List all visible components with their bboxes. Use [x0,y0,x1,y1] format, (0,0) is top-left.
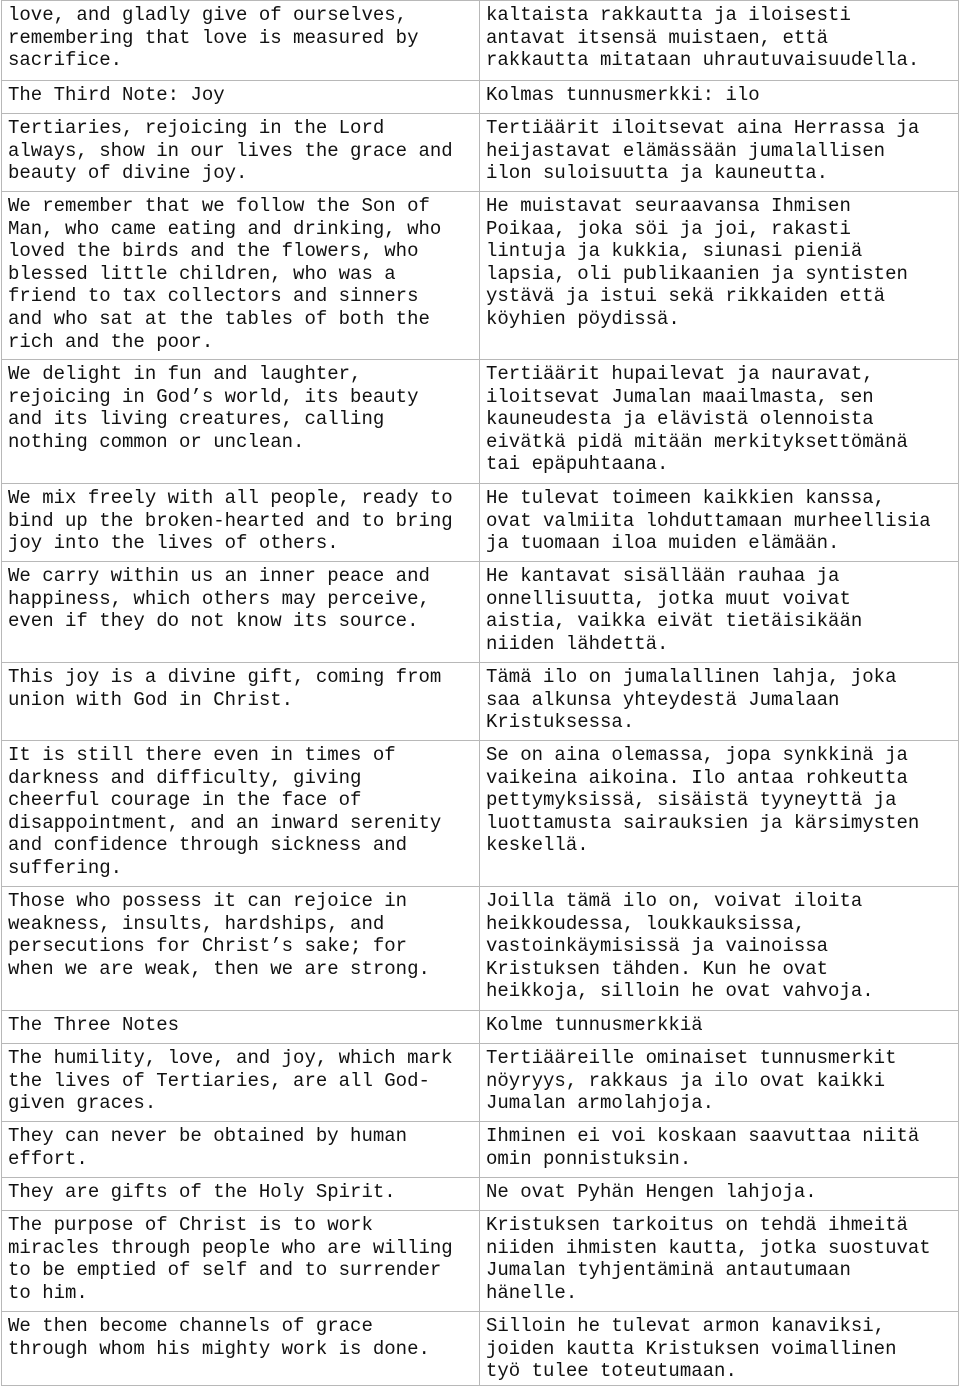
finnish-cell: Se on aina olemassa, jopa synkkinä ja vaikeina aikoina. Ilo antaa rohkeutta pettymyksissä, sisäistä tyyneyttä ja luottamusta sairauksien ja kärsimysten keskellä. [480,741,959,887]
english-cell: We delight in fun and laughter, rejoicing in God’s world, its beauty and its living creatures, calling nothing common or unclean. [2,360,480,484]
table-row [2,360,959,484]
table-row [2,484,959,562]
table-row [2,887,959,1011]
english-cell: The purpose of Christ is to work miracles through people who are willing to be emptied of self and to surrender to him. [2,1211,480,1312]
english-cell: We remember that we follow the Son of Man, who came eating and drinking, who loved the birds and the flowers, who blessed little children, who was a friend to tax collectors and sinners and who sat at the tables of both the rich and the poor. [2,192,480,360]
table-row [2,1122,959,1178]
finnish-cell: He kantavat sisällään rauhaa ja onnellisuutta, jotka muut voivat aistia, vaikka eivät tietäisikään niiden lähdettä. [480,562,959,663]
finnish-cell: Ihminen ei voi koskaan saavuttaa niitä omin ponnistuksin. [480,1122,959,1178]
finnish-heading-cell: Kolmas tunnusmerkki: ilo [480,81,959,114]
english-cell: We mix freely with all people, ready to bind up the broken-hearted and to bring joy into the lives of others. [2,484,480,562]
english-cell: They can never be obtained by human effort. [2,1122,480,1178]
bilingual-text-table [1,0,959,1386]
finnish-cell: Tertiäärit iloitsevat aina Herrassa ja heijastavat elämässään jumalallisen ilon suloisuutta ja kauneutta. [480,114,959,192]
english-cell: This joy is a divine gift, coming from union with God in Christ. [2,663,480,741]
table-row [2,741,959,887]
finnish-cell: kaltaista rakkautta ja iloisesti antavat itsensä muistaen, että rakkautta mitataan uhrautuvaisuudella. [480,1,959,81]
table-row [2,1211,959,1312]
table-row [2,1,959,81]
english-cell: The humility, love, and joy, which mark the lives of Tertiaries, are all God- given graces. [2,1044,480,1122]
table-row [2,1178,959,1211]
finnish-cell: Ne ovat Pyhän Hengen lahjoja. [480,1178,959,1211]
finnish-cell: He muistavat seuraavansa Ihmisen Poikaa, joka söi ja joi, rakasti lintuja ja kukkia, siunasi pieniä lapsia, oli publikaanien ja syntisten ystävä ja istui sekä rikkaiden että köyhien pöydissä. [480,192,959,360]
finnish-cell: Joilla tämä ilo on, voivat iloita heikkoudessa, loukkauksissa, vastoinkäymisissä ja vainoissa Kristuksen tähden. Kun he ovat heikkoja, silloin he ovat vahvoja. [480,887,959,1011]
finnish-heading-cell: Kolme tunnusmerkkiä [480,1011,959,1044]
english-cell: Those who possess it can rejoice in weakness, insults, hardships, and persecutions for Christ’s sake; for when we are weak, then we are strong. [2,887,480,1011]
table-row [2,562,959,663]
english-heading-cell: The Three Notes [2,1011,480,1044]
english-cell: love, and gladly give of ourselves, remembering that love is measured by sacrifice. [2,1,480,81]
english-cell: They are gifts of the Holy Spirit. [2,1178,480,1211]
english-cell: We then become channels of grace through whom his mighty work is done. [2,1312,480,1386]
table-row [2,81,959,114]
finnish-cell: Tertiääreille ominaiset tunnusmerkit nöyryys, rakkaus ja ilo ovat kaikki Jumalan armolahjoja. [480,1044,959,1122]
english-cell: Tertiaries, rejoicing in the Lord always, show in our lives the grace and beauty of divine joy. [2,114,480,192]
english-heading-cell: The Third Note: Joy [2,81,480,114]
finnish-cell: Silloin he tulevat armon kanaviksi, joiden kautta Kristuksen voimallinen työ tulee toteutumaan. [480,1312,959,1386]
table-row [2,1044,959,1122]
table-row [2,1312,959,1386]
finnish-cell: He tulevat toimeen kaikkien kanssa, ovat valmiita lohduttamaan murheellisia ja tuomaan iloa muiden elämään. [480,484,959,562]
finnish-cell: Tämä ilo on jumalallinen lahja, joka saa alkunsa yhteydestä Jumalaan Kristuksessa. [480,663,959,741]
english-cell: It is still there even in times of darkness and difficulty, giving cheerful courage in the face of disappointment, and an inward serenity and confidence through sickness and suffering. [2,741,480,887]
table-row [2,192,959,360]
finnish-cell: Kristuksen tarkoitus on tehdä ihmeitä niiden ihmisten kautta, jotka suostuvat Jumalan tyhjentäminä antautumaan hänelle. [480,1211,959,1312]
table-row [2,114,959,192]
english-cell: We carry within us an inner peace and happiness, which others may perceive, even if they do not know its source. [2,562,480,663]
finnish-cell: Tertiäärit hupailevat ja nauravat, iloitsevat Jumalan maailmasta, sen kauneudesta ja elävistä olennoista eivätkä pidä mitään merkityksettömänä tai epäpuhtaana. [480,360,959,484]
table-row [2,1011,959,1044]
table-row [2,663,959,741]
